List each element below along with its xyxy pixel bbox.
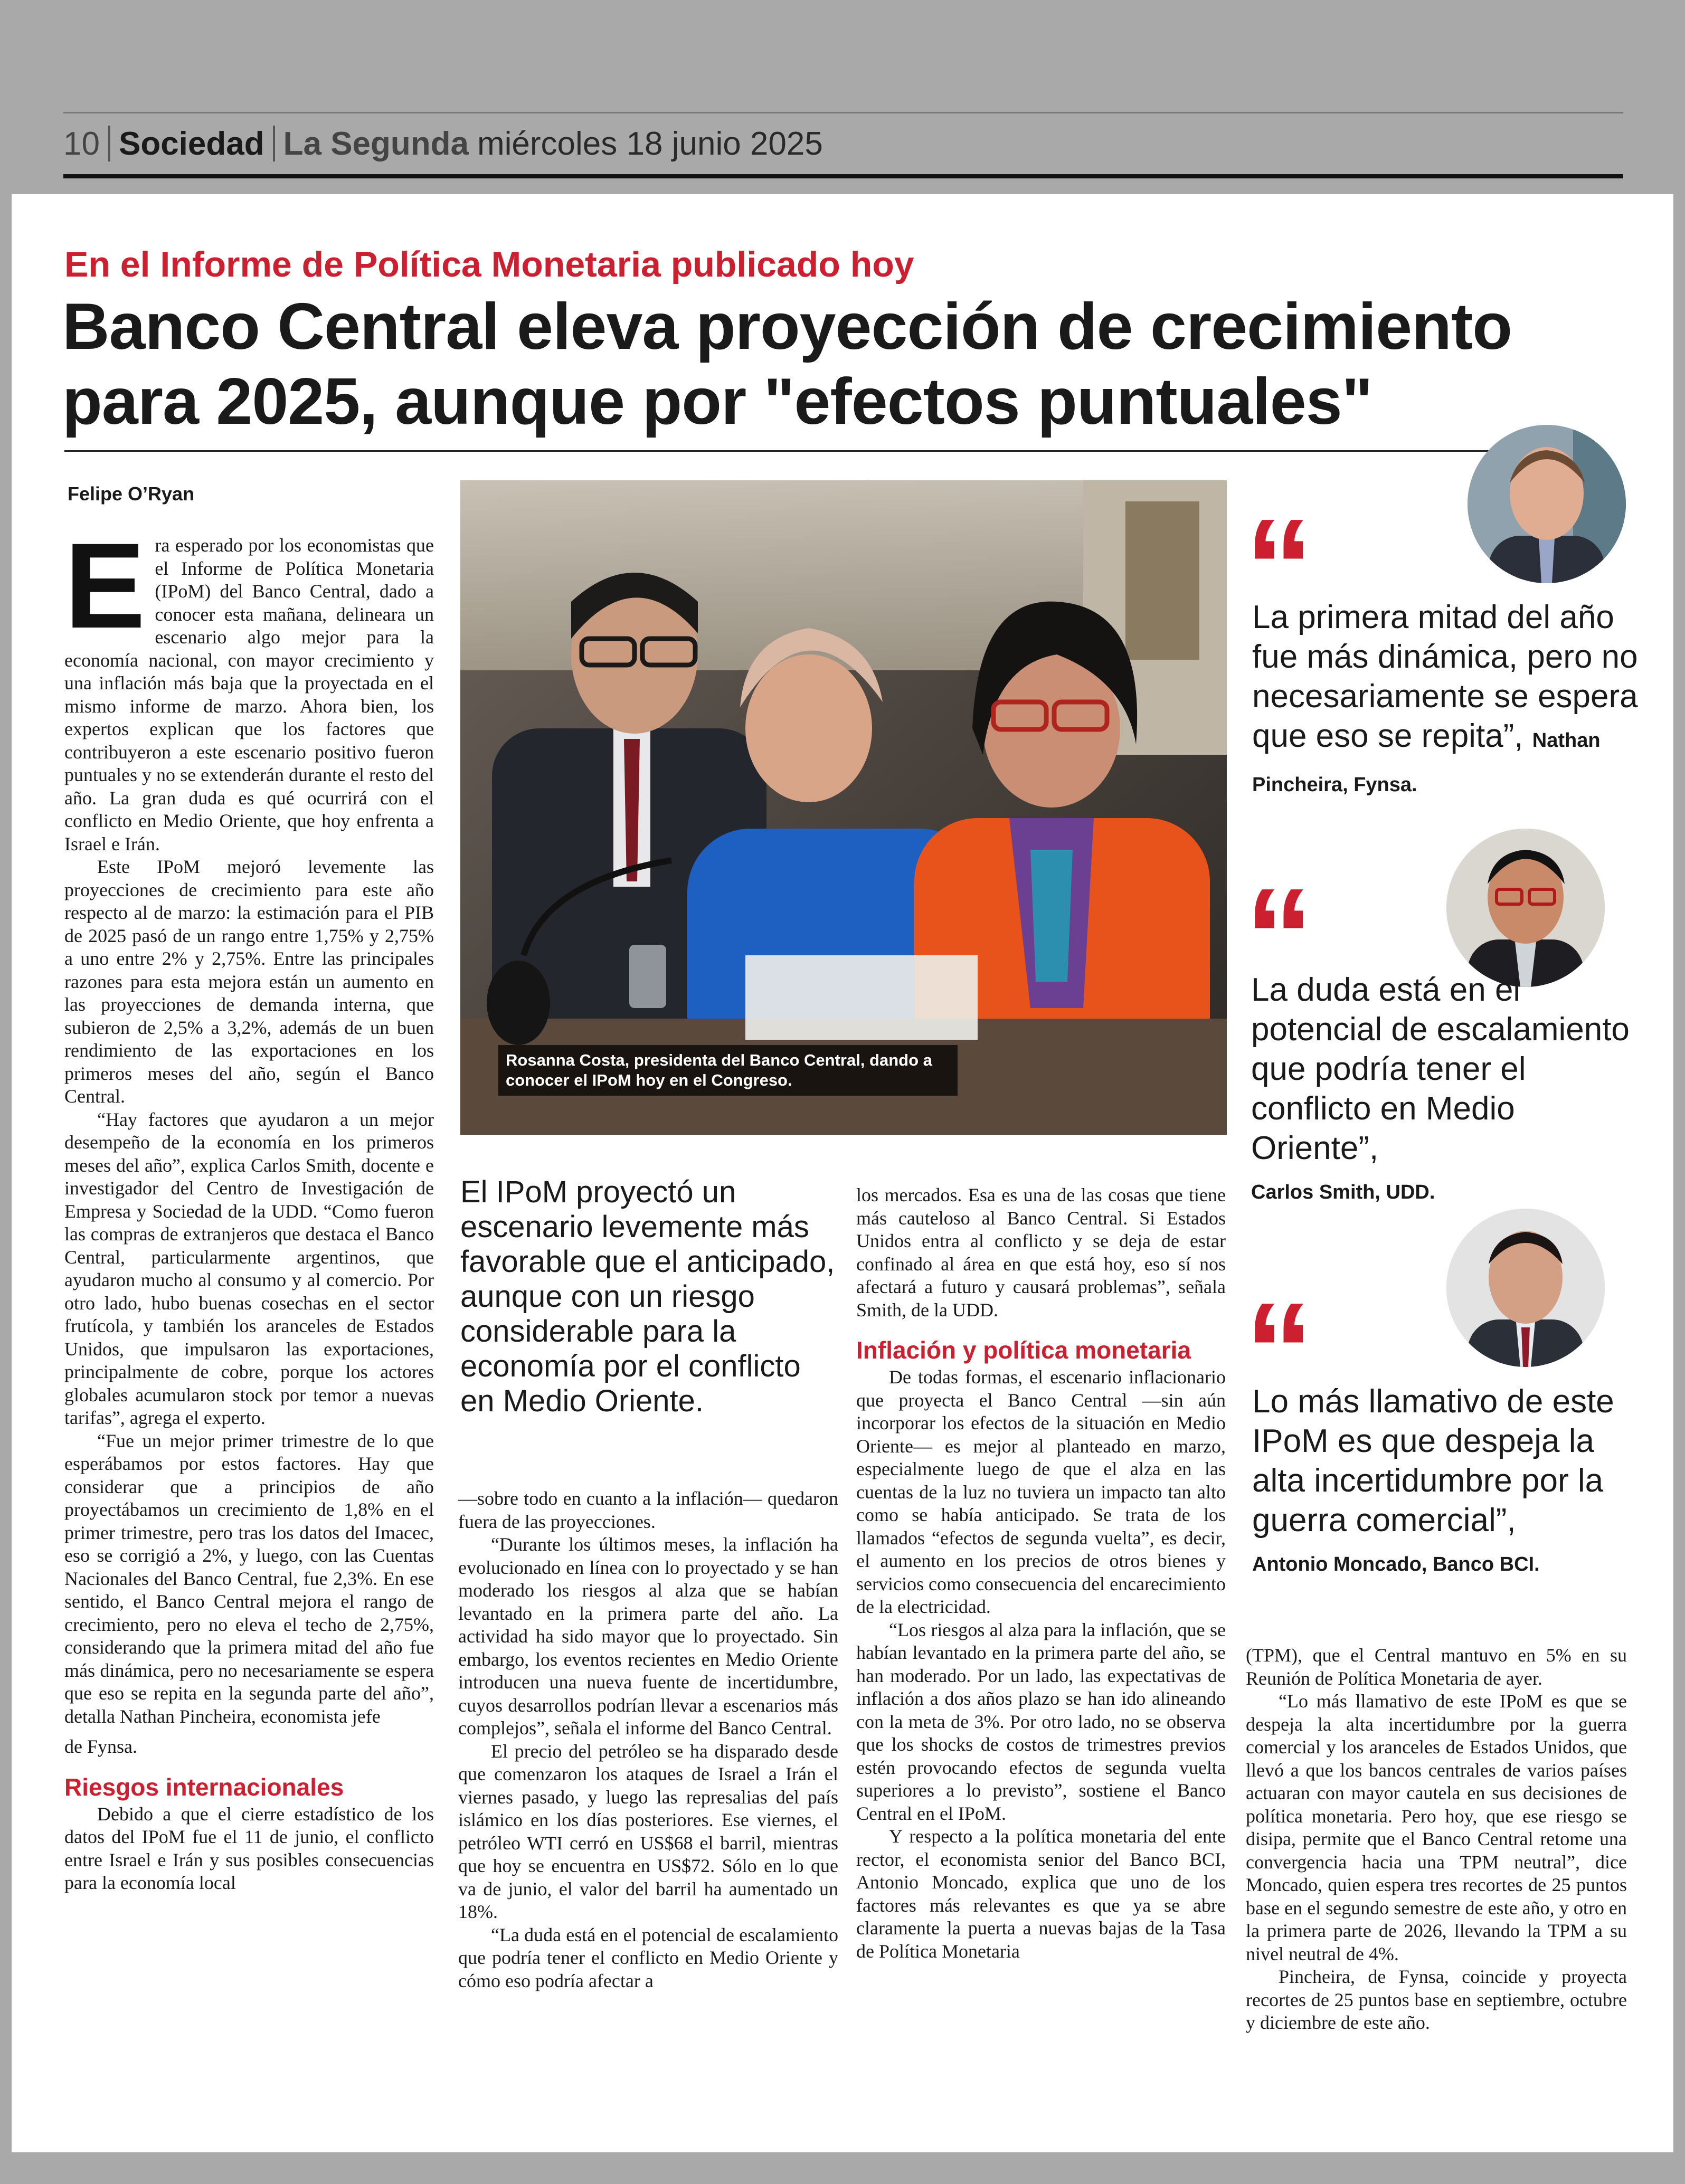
paragraph: “La duda está en el potencial de escalamiento que podría tener el conflicto en Medio Oriente y cómo eso podría afectar a [458, 1924, 838, 1991]
header-divider [273, 126, 275, 162]
paragraph: Y respecto a la política monetaria del ente rector, el economista senior del Banco BCI, Antonio Moncado, explica que uno de los factores más relevantes es que ya se abre claramente la puerta a nuevas bajas de la Tasa de Política Monetaria [856, 1826, 1226, 1962]
paragraph: “Los riesgos al alza para la inflación, que se habían levantado en la primera parte del año, se han moderado. Por un lado, las expectativas de inflación a dos años plazo se han ido alineando con la meta de 3%. Por otro lado, no se observa que los shocks de costos de trimestres previos estén provocando efectos de segunda vuelta superiores a lo previsto”, sostiene el Banco Central en el IPoM. [856, 1619, 1226, 1824]
header-divider [108, 126, 110, 162]
headline-rule [64, 450, 1490, 452]
paragraph: “Fue un mejor primer trimestre de lo que esperábamos por estos factores. Hay que considerar que a principios de año proyectábamos un crecimiento de 1,8% en el primer trimestre, pero tras los datos del Imacec, eso se corrigió a 2%, y luego, con las Cuentas Nacionales del Banco Central, fue 2,3%. En ese sentido, el Banco Central mejora el rango de crecimiento, pero no eleva el techo de 2,75%, considerando que la primera mitad del año fue más dinámica, pero no necesariamente se espera que eso se repita en la segunda parte del año”, detalla Nathan Pincheira, economista jefe [64, 1430, 434, 1727]
paragraph-text: ra esperado por los economistas que el Informe de Política Monetaria (IPoM) del Banco Central, dado a conocer esta mañana, delineara un escenario algo mejor para la economía nacional, con mayor crecimiento y una inflación más baja que la proyectada en el mismo informe de marzo. Ahora bien, los expertos explican que los factores que contribuyeron a este escenario positivo fueron puntuales y no se extenderán durante el resto del año. La gran duda es qué ocurrirá con el conflicto en Medio Oriente, que hoy enfrenta a Israel e Irán. [64, 535, 434, 854]
page-number: 10 [63, 125, 100, 162]
paragraph: El precio del petróleo se ha disparado desde que comenzaron los ataques de Israel a Irán el viernes pasado, y luego las represalias del país islámico en los días posteriores. Ese viernes, el petróleo WTI cerró en US$68 el barril, mientras que hoy se encuentra en US$72. Sólo en lo que va de junio, el valor del barril ha aumentado un 18%. [458, 1740, 838, 1922]
quote-mark-3: “ [1245, 1275, 1313, 1428]
section-name: Sociedad [118, 125, 264, 162]
paragraph: Pincheira, de Fynsa, coincide y proyecta recortes de 25 puntos base en septiembre, octubre y diciembre de este año. [1246, 1966, 1627, 2033]
paragraph: —sobre todo en cuanto a la inflación— quedaron fuera de las proyecciones. [458, 1488, 838, 1532]
article-headline: Banco Central eleva proyección de crecimiento para 2025, aunque por "efectos puntuales" [62, 290, 1512, 438]
newspaper-name: La Segunda [283, 125, 469, 162]
drop-cap: E [64, 518, 146, 653]
article-kicker: En el Informe de Política Monetaria publicado hoy [64, 244, 914, 284]
header-bottom-rule [63, 174, 1623, 178]
paragraph: los mercados. Esa es una de las cosas que tiene más cauteloso al Banco Central. Si Estados Unidos entra al conflicto y se deja de estar confinado al área en que está hoy, eso sí nos afectará a futuro y causará problemas”, señala Smith, de la UDD. [856, 1184, 1226, 1321]
pull-quote: El IPoM proyectó un escenario levemente más favorable que el anticipado, aunque con un riesgo considerable para la economía por el conflicto en Medio Oriente. [460, 1175, 835, 1418]
quote-3 [1252, 1382, 1643, 1584]
paragraph: “Lo más llamativo de este IPoM es que se despeja la alta incertidumbre por la guerra comercial y los aranceles de Estados Unidos, que llevó a que los bancos centrales de varios países actuaran con mayor cautela en sus decisiones de política monetaria. Pero hoy, que ese riesgo se disipa, permite que el Banco Central retome una convergencia hacia una TPM neutral”, dice Moncado, quien espera tres recortes de 25 puntos base en el segundo semestre de este año, y otro en la primera parte de 2026, llevando la TPM a su nivel neutral de 4%. [1246, 1691, 1627, 1964]
quote-mark-2: “ [1245, 860, 1313, 1013]
paragraph: De todas formas, el escenario inflacionario que proyecta el Banco Central —sin aún incorporar los efectos de la situación en Medio Oriente— es mejor al planteado en marzo, especialmente luego de que el alza en las cuentas de la luz no tuviera un impacto tan alto como se había anticipado. Se trata de los llamados “efectos de segunda vuelta”, es decir, el aumento en los precios de otros bienes y servicios como consecuencia del encarecimiento de la electricidad. [856, 1366, 1226, 1617]
avatar-nathan-pincheira [1468, 425, 1626, 583]
byline: Felipe O’Ryan [68, 483, 195, 505]
quote-2-author: Carlos Smith, UDD. [1251, 1181, 1435, 1203]
paragraph: de Fynsa. [64, 1736, 137, 1757]
quote-1 [1252, 597, 1643, 805]
quote-3-text: Lo más llamativo de este IPoM es que despeja la alta incertidumbre por la guerra comercial”, [1252, 1383, 1614, 1539]
paragraph: Debido a que el cierre estadístico de los datos del IPoM fue el 11 de junio, el conflicto entre Israel e Irán y sus posibles consecuencias para la economía local [64, 1803, 434, 1893]
avatar-antonio-moncado [1446, 1209, 1605, 1367]
article-column-4 [1246, 1644, 1627, 2035]
article-column-1 [64, 518, 434, 1895]
photo-illustration [460, 480, 1227, 1135]
article-photo [460, 480, 1227, 1135]
subhead-inflacion: Inflación y política monetaria [856, 1336, 1191, 1364]
portrait-illustration [1446, 1209, 1605, 1367]
quote-1-text: La primera mitad del año fue más dinámica, pero no necesariamente se espera que eso se repita”, [1252, 599, 1638, 754]
subhead-riesgos: Riesgos internacionales [64, 1773, 344, 1801]
issue-date: miércoles 18 junio 2025 [477, 125, 823, 162]
quote-1-author: Nathan Pincheira, Fynsa. [1252, 729, 1601, 796]
quote-2-text: La duda está en el potencial de escalamiento que podría tener el conflicto en Medio Oriente”, [1251, 972, 1630, 1166]
paragraph: “Hay factores que ayudaron a un mejor desempeño de la economía en los primeros meses del año”, explica Carlos Smith, docente e investigador del Centro de Investigación de Empresa y Sociedad de la UDD. “Como fueron las compras de extranjeros que destaca el Banco Central, particularmente argentinos, que ayudaron mucho al consumo y al comercio. Por otro lado, hubo buenas cosechas en el sector frutícola, y también los aranceles de Estados Unidos, que impulsaron las exportaciones, principalmente de cobre, porque los actores globales acumularon stock por temor a nuevas tarifas”, agrega el experto. [64, 1108, 434, 1428]
paragraph [64, 518, 434, 856]
paragraph: “Durante los últimos meses, la inflación ha evolucionado en línea con lo proyectado y se han moderado los riesgos al alza que se habían levantado en la primera parte del año. La actividad ha sido mayor que lo proyectado. Sin embargo, los eventos recientes en Medio Oriente introducen una nueva fuente de incertidumbre, cuyos desarrollos podrían llevar a escenarios más complejos”, señala el informe del Banco Central. [458, 1534, 838, 1739]
quote-3-author: Antonio Moncado, Banco BCI. [1252, 1553, 1540, 1575]
avatar-carlos-smith [1446, 829, 1605, 987]
quote-2 [1251, 970, 1642, 1212]
quote-mark-1: “ [1245, 491, 1313, 644]
portrait-illustration [1468, 425, 1626, 583]
portrait-illustration [1446, 829, 1605, 987]
page-header [63, 117, 823, 170]
paragraph: Este IPoM mejoró levemente las proyecciones de crecimiento para este año respecto al de marzo: la estimación para el PIB de 2025 pasó de un rango entre 1,75% y 2,75% a uno entre 2% y 2,75%. Entre las principales razones para esta mejora están un aumento en las proyecciones de demanda interna, que subieron de 2,5% a 3,2%, además de un buen rendimiento de las exportaciones en los primeros meses del año, según el Banco Central. [64, 856, 434, 1107]
paragraph: (TPM), que el Central mantuvo en 5% en su Reunión de Política Monetaria de ayer. [1246, 1645, 1627, 1689]
article-column-2 [458, 1487, 838, 1992]
article-column-3 [856, 1184, 1226, 1963]
photo-caption: Rosanna Costa, presidenta del Banco Central, dando a conocer el IPoM hoy en el Congreso. [506, 1051, 932, 1089]
header-top-rule [63, 112, 1623, 113]
